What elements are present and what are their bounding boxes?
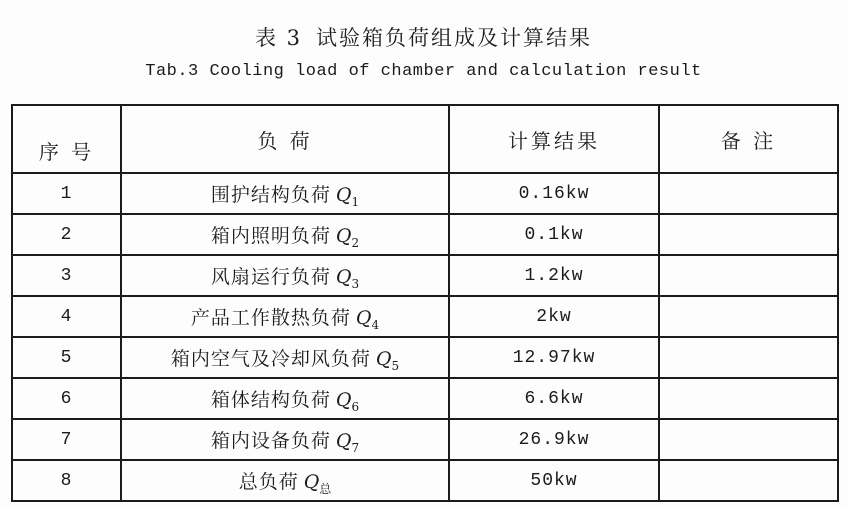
- load-name-label: 风扇运行负荷: [210, 266, 331, 288]
- load-q-subscript: 7: [351, 440, 360, 455]
- calculation-result-cell: 6.6kw: [449, 378, 659, 419]
- row-number-cell: 7: [12, 419, 121, 460]
- load-table-body: [12, 173, 838, 501]
- remark-cell: [659, 173, 838, 214]
- table-row: [12, 460, 838, 501]
- load-q-symbol: Q: [375, 348, 392, 370]
- load-name-cell: [121, 337, 449, 378]
- row-number-cell: 2: [12, 214, 121, 255]
- row-number-cell: 5: [12, 337, 121, 378]
- header-col-number: 序 号: [12, 105, 121, 173]
- load-q-symbol: Q: [355, 307, 372, 329]
- header-row: [12, 105, 838, 173]
- calculation-result-cell: 50kw: [449, 460, 659, 501]
- load-name-cell: [121, 419, 449, 460]
- load-name-label: 围护结构负荷: [210, 184, 331, 206]
- load-q-subscript: 5: [391, 358, 400, 373]
- calculation-result-cell: 12.97kw: [449, 337, 659, 378]
- remark-cell: [659, 337, 838, 378]
- calculation-result-cell: 0.1kw: [449, 214, 659, 255]
- load-q-symbol: Q: [335, 389, 352, 411]
- table-caption-zh-number: 表 3: [254, 26, 303, 50]
- row-number-cell: 8: [12, 460, 121, 501]
- load-q-symbol: Q: [335, 225, 352, 247]
- calculation-result-cell: 26.9kw: [449, 419, 659, 460]
- load-name-label: 产品工作散热负荷: [190, 307, 351, 329]
- table-row: [12, 296, 838, 337]
- table-row: [12, 337, 838, 378]
- load-name-label: 箱内设备负荷: [210, 430, 331, 452]
- remark-cell: [659, 419, 838, 460]
- load-q-subscript: 4: [371, 317, 380, 332]
- load-table: [11, 104, 839, 502]
- load-name-cell: [121, 460, 449, 501]
- load-name-cell: [121, 255, 449, 296]
- load-name-cell: [121, 173, 449, 214]
- load-name-label: 总负荷: [238, 471, 299, 493]
- calculation-result-cell: 2kw: [449, 296, 659, 337]
- load-q-subscript: 1: [351, 194, 360, 209]
- remark-cell: [659, 460, 838, 501]
- load-table-head: [12, 105, 838, 173]
- remark-cell: [659, 214, 838, 255]
- table-row: [12, 378, 838, 419]
- load-name-cell: [121, 214, 449, 255]
- calculation-result-cell: 0.16kw: [449, 173, 659, 214]
- table-row: [12, 214, 838, 255]
- row-number-cell: 1: [12, 173, 121, 214]
- row-number-cell: 6: [12, 378, 121, 419]
- load-q-symbol: Q: [303, 471, 320, 493]
- table-row: [12, 419, 838, 460]
- table-caption-en: Tab.3 Cooling load of chamber and calculation result: [145, 62, 702, 81]
- remark-cell: [659, 255, 838, 296]
- load-name-label: 箱体结构负荷: [210, 389, 331, 411]
- load-q-symbol: Q: [335, 184, 352, 206]
- calculation-result-cell: 1.2kw: [449, 255, 659, 296]
- header-col-load: 负 荷: [121, 105, 449, 173]
- load-name-label: 箱内照明负荷: [210, 225, 331, 247]
- load-name-label: 箱内空气及冷却风负荷: [170, 348, 371, 370]
- header-col-remark: 备 注: [659, 105, 838, 173]
- table-caption-zh: [0, 22, 847, 52]
- table-row: [12, 255, 838, 296]
- load-q-subscript: 3: [351, 276, 360, 291]
- row-number-cell: 4: [12, 296, 121, 337]
- load-q-subscript: 总: [319, 481, 332, 496]
- remark-cell: [659, 378, 838, 419]
- load-q-subscript: 6: [351, 399, 360, 414]
- row-number-cell: 3: [12, 255, 121, 296]
- load-q-subscript: 2: [351, 235, 360, 250]
- remark-cell: [659, 296, 838, 337]
- load-q-symbol: Q: [335, 266, 352, 288]
- load-q-symbol: Q: [335, 430, 352, 452]
- header-col-result: 计算结果: [449, 105, 659, 173]
- load-name-cell: [121, 296, 449, 337]
- table-caption-zh-title: 试验箱负荷组成及计算结果: [316, 26, 593, 50]
- load-name-cell: [121, 378, 449, 419]
- table-row: [12, 173, 838, 214]
